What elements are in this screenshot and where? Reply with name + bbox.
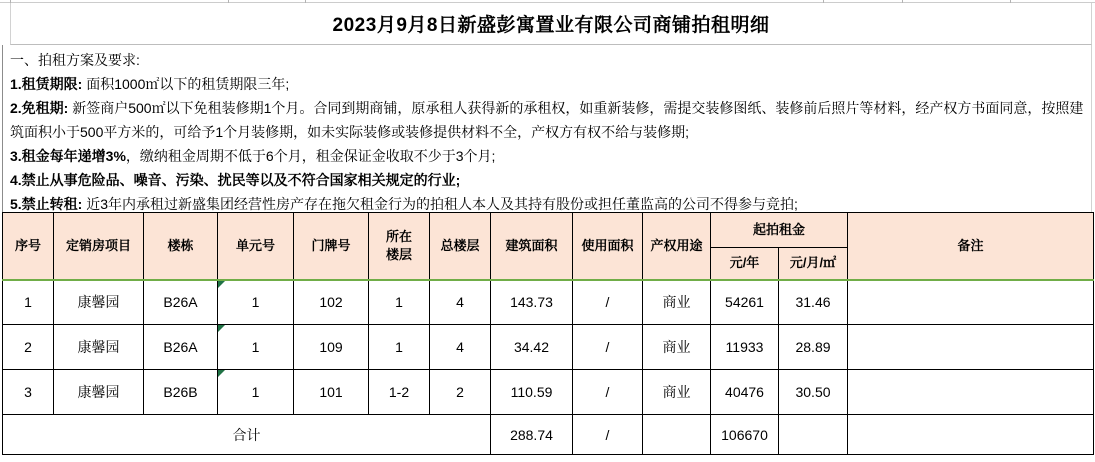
cell-rent-year[interactable]: 11933 — [711, 325, 779, 370]
cell-project[interactable]: 康馨园 — [54, 280, 144, 325]
total-cell-remark[interactable] — [848, 415, 1094, 455]
header-floor-label: 所在楼层 — [385, 229, 412, 262]
rental-table — [2, 212, 1094, 455]
total-cell-use-area[interactable]: / — [573, 415, 643, 455]
cell-property-use[interactable]: 商业 — [643, 370, 711, 415]
cell-total-floors[interactable]: 2 — [430, 370, 491, 415]
cell-floor[interactable]: 1-2 — [369, 370, 430, 415]
cell-use-area[interactable]: / — [573, 370, 643, 415]
cell-property-use[interactable]: 商业 — [643, 280, 711, 325]
total-cell-rent-month[interactable] — [779, 415, 848, 455]
cell-use-area[interactable]: / — [573, 280, 643, 325]
header-index[interactable]: 序号 — [3, 213, 54, 280]
cell-unit[interactable]: 1 — [218, 280, 294, 325]
header-use-area[interactable]: 使用面积 — [573, 213, 643, 280]
cell-door[interactable]: 102 — [294, 280, 369, 325]
note-item-text: 新签商户500㎡以下免租装修期1个月。合同到期商铺，原承租人获得新的承租权，如重新装修，需提交装修图纸、装修前后照片等材料，经产权方书面同意，按照建筑面积小于500平方米的，可给予1个月装修期，如未实际装修或装修提供材料不全，产权方有权不给与装修期; — [10, 100, 1084, 140]
cell-building[interactable]: B26B — [144, 370, 218, 415]
header-total-floors[interactable]: 总楼层 — [430, 213, 491, 280]
notes-items — [10, 72, 1087, 213]
cell-build-area[interactable]: 110.59 — [491, 370, 573, 415]
cell-project[interactable]: 康馨园 — [54, 370, 144, 415]
total-cell-rent-year[interactable]: 106670 — [711, 415, 779, 455]
cell-remark[interactable] — [848, 370, 1094, 415]
cell-floor[interactable]: 1 — [369, 325, 430, 370]
note-item — [10, 72, 1087, 96]
table-row — [3, 370, 1094, 415]
cell-building[interactable]: B26A — [144, 280, 218, 325]
note-item-text: 面积1000㎡以下的租赁期限三年; — [82, 76, 290, 92]
notes-section — [2, 45, 1092, 213]
page-title: 2023月9月8日新盛彭寓置业有限公司商铺拍租明细 — [332, 15, 770, 36]
cell-property-use[interactable]: 商业 — [643, 325, 711, 370]
cell-rent-month[interactable]: 31.46 — [779, 280, 848, 325]
cell-rent-year[interactable]: 54261 — [711, 280, 779, 325]
cell-floor[interactable]: 1 — [369, 280, 430, 325]
cell-building[interactable]: B26A — [144, 325, 218, 370]
green-corner-flag-icon — [218, 370, 225, 377]
table-header — [3, 213, 1094, 280]
notes-heading: 一、拍租方案及要求: — [10, 52, 140, 68]
cell-build-area[interactable]: 34.42 — [491, 325, 573, 370]
total-cell-property-use[interactable] — [643, 415, 711, 455]
note-item — [10, 144, 1087, 168]
cell-total-floors[interactable]: 4 — [430, 325, 491, 370]
total-row — [3, 415, 1094, 455]
table-row — [3, 325, 1094, 370]
cell-rent-year[interactable]: 40476 — [711, 370, 779, 415]
header-starting-rent[interactable]: 起拍租金 — [711, 213, 848, 248]
header-floor[interactable] — [369, 213, 430, 280]
note-item — [10, 168, 1087, 192]
cell-unit[interactable]: 1 — [218, 370, 294, 415]
cell-remark[interactable] — [848, 325, 1094, 370]
note-item-label: 2.免租期: — [10, 100, 69, 116]
green-corner-flag-icon — [218, 281, 225, 288]
header-door[interactable]: 门牌号 — [294, 213, 369, 280]
note-item — [10, 192, 1087, 213]
cell-build-area[interactable]: 143.73 — [491, 280, 573, 325]
header-building[interactable]: 楼栋 — [144, 213, 218, 280]
header-rent-per-month[interactable]: 元/月/㎡ — [779, 248, 848, 280]
total-label[interactable]: 合计 — [3, 415, 491, 455]
note-item-label: 1.租赁期限: — [10, 76, 83, 92]
cell-project[interactable]: 康馨园 — [54, 325, 144, 370]
note-item-label: 4.禁止从事危险品、噪音、污染、扰民等以及不符合国家相关规定的行业; — [10, 172, 461, 188]
note-item — [10, 96, 1087, 144]
sheet-title — [10, 3, 1092, 45]
cell-index[interactable]: 3 — [3, 370, 54, 415]
cell-door[interactable]: 101 — [294, 370, 369, 415]
header-rent-per-year[interactable]: 元/年 — [711, 248, 779, 280]
note-item-text: ，缴纳租金周期不低于6个月，租金保证金收取不少于3个月; — [125, 148, 496, 164]
green-corner-flag-icon — [218, 325, 225, 332]
table-body — [3, 280, 1094, 455]
cell-index[interactable]: 1 — [3, 280, 54, 325]
cell-rent-month[interactable]: 28.89 — [779, 325, 848, 370]
header-property-use[interactable]: 产权用途 — [643, 213, 711, 280]
header-unit[interactable]: 单元号 — [218, 213, 294, 280]
header-remark[interactable]: 备注 — [848, 213, 1094, 280]
cell-remark[interactable] — [848, 280, 1094, 325]
note-item-label: 3.租金每年递增3% — [10, 148, 126, 164]
cell-rent-month[interactable]: 30.50 — [779, 370, 848, 415]
table-row — [3, 280, 1094, 325]
header-build-area[interactable]: 建筑面积 — [491, 213, 573, 280]
total-cell-build-area[interactable]: 288.74 — [491, 415, 573, 455]
header-project[interactable]: 定销房项目 — [54, 213, 144, 280]
cell-total-floors[interactable]: 4 — [430, 280, 491, 325]
cell-use-area[interactable]: / — [573, 325, 643, 370]
cell-index[interactable]: 2 — [3, 325, 54, 370]
note-item-text: 近3年内承租过新盛集团经营性房产存在拖欠租金行为的拍租人本人及其持有股份或担任董监高的公司不得参与竞拍; — [82, 196, 798, 212]
note-item-label: 5.禁止转租: — [10, 196, 83, 212]
cell-unit[interactable]: 1 — [218, 325, 294, 370]
cell-door[interactable]: 109 — [294, 325, 369, 370]
